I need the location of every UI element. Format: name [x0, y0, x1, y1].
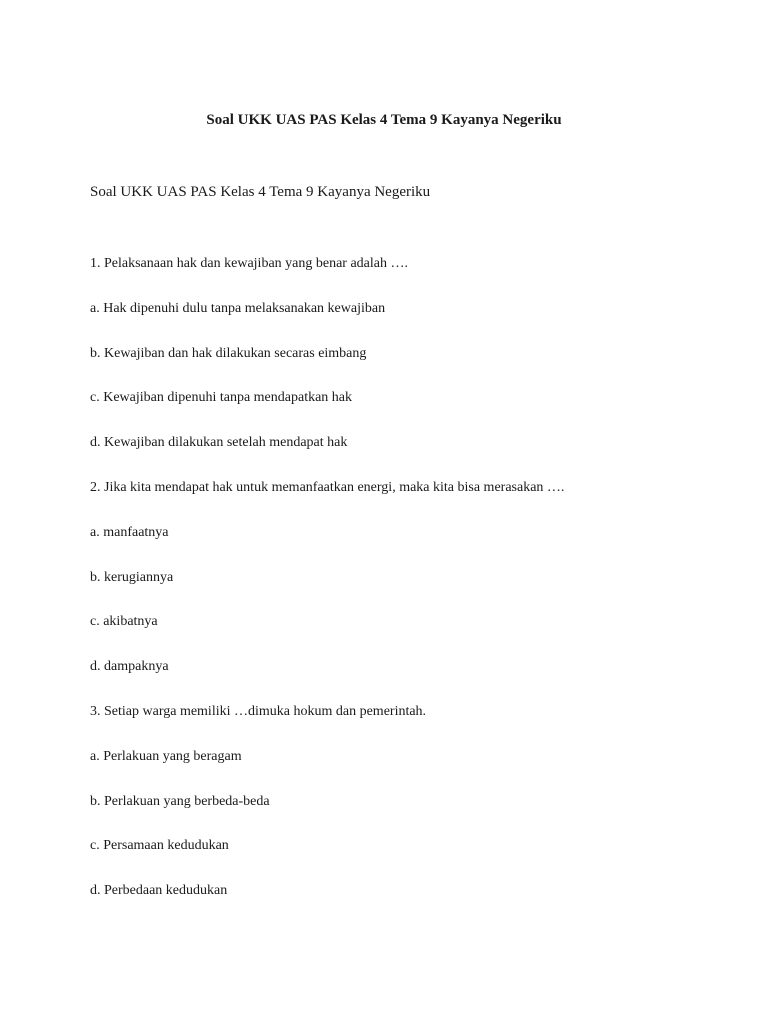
- answer-option: b. kerugiannya: [90, 569, 174, 585]
- question-3: [90, 703, 730, 900]
- question-2: [90, 479, 730, 676]
- document-title: Soal UKK UAS PAS Kelas 4 Tema 9 Kayanya Negeriku: [206, 112, 562, 128]
- question-1: [90, 255, 730, 452]
- answer-option: b. Kewajiban dan hak dilakukan secaras eimbang: [90, 345, 367, 361]
- answer-option: d. dampaknya: [90, 659, 169, 675]
- question-text: 2. Jika kita mendapat hak untuk memanfaatkan energi, maka kita bisa merasakan ….: [90, 479, 565, 495]
- answer-option: a. Hak dipenuhi dulu tanpa melaksanakan kewajiban: [90, 300, 386, 316]
- answer-option: d. Kewajiban dilakukan setelah mendapat hak: [90, 435, 348, 451]
- question-text: 3. Setiap warga memiliki …dimuka hokum dan pemerintah.: [90, 703, 427, 719]
- answer-option: b. Perlakuan yang berbeda-beda: [90, 793, 270, 809]
- answer-option: a. Perlakuan yang beragam: [90, 748, 242, 764]
- answer-option: c. akibatnya: [90, 614, 158, 630]
- answer-option: c. Kewajiban dipenuhi tanpa mendapatkan hak: [90, 390, 353, 406]
- answer-option: a. manfaatnya: [90, 524, 169, 540]
- document-subtitle: Soal UKK UAS PAS Kelas 4 Tema 9 Kayanya Negeriku: [90, 184, 431, 200]
- question-text: 1. Pelaksanaan hak dan kewajiban yang benar adalah ….: [90, 256, 408, 271]
- answer-option: d. Perbedaan kedudukan: [90, 883, 228, 899]
- answer-option: c. Persamaan kedudukan: [90, 838, 229, 854]
- question-list: [90, 255, 730, 927]
